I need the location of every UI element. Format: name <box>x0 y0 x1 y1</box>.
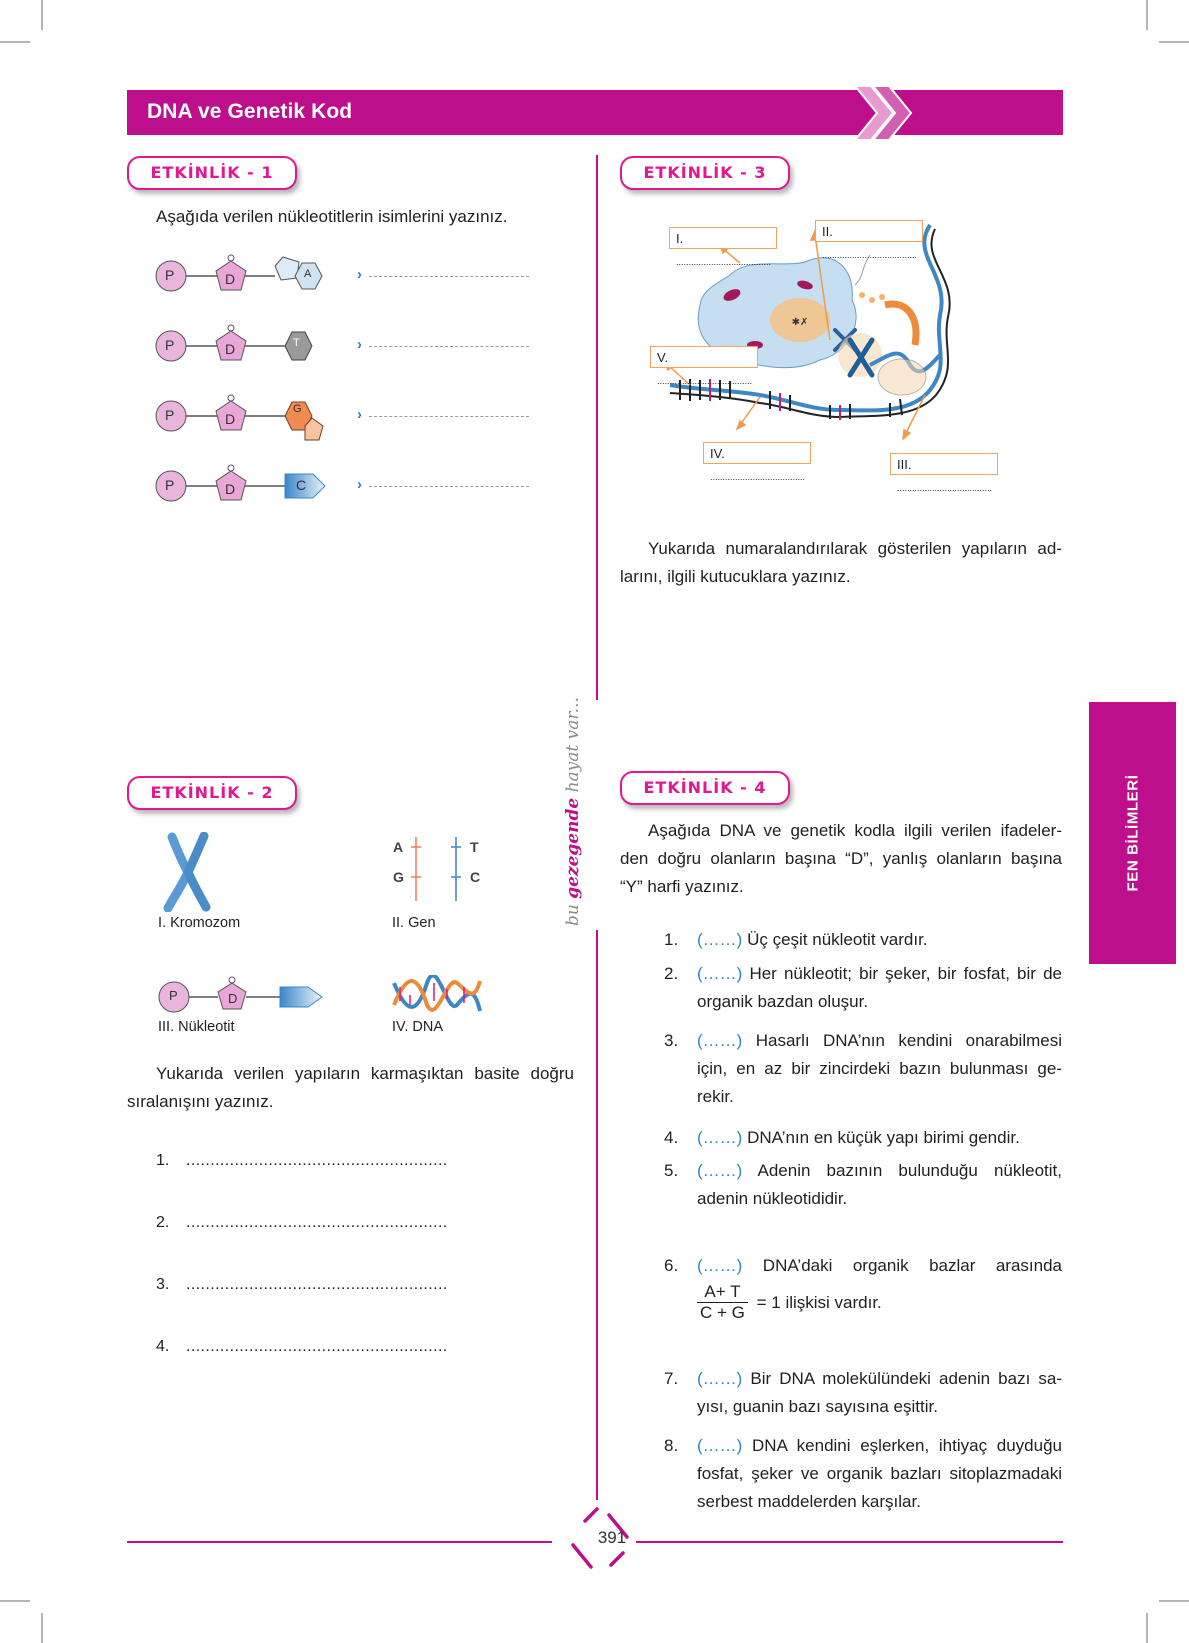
label-blank: ...................................... <box>657 376 753 386</box>
nucleotide-diagram <box>155 458 335 518</box>
statement-line <box>697 1365 1062 1393</box>
phosphate-label: P <box>165 267 175 283</box>
statement-number: 5. <box>664 1161 679 1180</box>
label-blank: ...................................... <box>710 472 806 482</box>
sugar-label: D <box>228 991 238 1006</box>
label-blank: ...................................... <box>676 257 772 267</box>
column-divider <box>596 155 598 700</box>
gene-base: A <box>393 839 404 855</box>
answer-blank[interactable]: (……) <box>697 964 743 983</box>
gene-base: C <box>470 869 481 885</box>
arrow-icon: › <box>357 336 362 353</box>
statement-text: Hasarlı DNA’nın kendini onarabilmesi <box>755 1031 1062 1050</box>
statement-line: organik bazdan oluşur. <box>697 992 869 1011</box>
statement-line <box>697 1157 1062 1185</box>
answer-blank[interactable]: ...................................................... <box>186 1152 448 1169</box>
base-label: G <box>293 403 302 415</box>
diagram-label-box-IV[interactable] <box>703 442 811 482</box>
answer-blank[interactable]: (……) <box>697 1369 743 1388</box>
crop-mark <box>41 1613 43 1643</box>
answer-number: 4. <box>156 1338 170 1355</box>
activity-4-instruction-line1: Aşağıda DNA ve genetik kodla ilgili verilen ifadeler- <box>648 821 1062 840</box>
answer-line[interactable] <box>369 276 529 277</box>
activity-1-instruction: Aşağıda verilen nükleotitlerin isimlerini yazınız. <box>156 207 508 226</box>
answer-blank[interactable]: (……) <box>697 1436 743 1455</box>
statement-number: 4. <box>664 1128 679 1147</box>
nucleotide-diagram <box>155 318 335 378</box>
statement-number: 8. <box>664 1436 679 1455</box>
item-label-gene: II. Gen <box>392 915 436 931</box>
statement-number: 7. <box>664 1369 679 1388</box>
statement-line: yısı, guanin bazı sayısına eşittir. <box>697 1397 938 1416</box>
arrow-icon: › <box>357 476 362 493</box>
statement-number: 6. <box>664 1256 679 1275</box>
activity-4-instruction-line2: den doğru olanların başına “D”, yanlış olanların başına <box>620 849 1062 868</box>
answer-number: 1. <box>156 1152 170 1169</box>
activity-4-badge: ETKİNLİK - 4 <box>620 771 790 805</box>
item-label-chromosome: I. Kromozom <box>158 915 241 931</box>
section-header <box>127 90 1063 135</box>
diagram-label-box-II[interactable] <box>815 220 923 260</box>
crop-mark <box>0 1600 30 1602</box>
sugar-label: D <box>225 411 236 427</box>
column-divider <box>596 930 598 1500</box>
statement-number: 2. <box>664 964 679 983</box>
crop-mark <box>1146 1613 1148 1643</box>
statement-line <box>697 960 1062 988</box>
activity-2-instruction-line2: sıralanışını yazınız. <box>127 1092 274 1111</box>
nucleotide-row <box>155 388 525 448</box>
statement-line: için, en az bir zincirdeki bazın bulunması ge- <box>697 1059 1062 1078</box>
diagram-label-box-III[interactable] <box>890 453 998 493</box>
arrow-icon: › <box>357 406 362 423</box>
statement-text: DNA’daki organik bazlar arasında <box>762 1256 1062 1275</box>
slogan <box>560 697 586 926</box>
activity-3-instruction-line1: Yukarıda numaralandırılarak gösterilen yapıların ad- <box>648 539 1062 558</box>
activity-1-badge: ETKİNLİK - 1 <box>127 156 297 190</box>
answer-blank[interactable]: ...................................................... <box>186 1214 448 1231</box>
label-numeral: II. <box>822 224 833 239</box>
crop-mark <box>1159 1600 1189 1602</box>
fraction-expression <box>697 1282 882 1323</box>
statement-line <box>697 1124 1062 1152</box>
statement-line: fosfat, şeker ve organik bazları sitoplazmadaki <box>697 1464 1062 1483</box>
label-blank: ...................................... <box>897 483 993 493</box>
statement-text: DNA’nın en küçük yapı birimi gendir. <box>747 1128 1020 1147</box>
answer-blank[interactable]: (……) <box>697 1128 743 1147</box>
phosphate-label: P <box>165 407 175 423</box>
crop-mark <box>1159 41 1189 43</box>
fraction <box>697 1282 748 1323</box>
label-numeral: V. <box>657 350 669 365</box>
nucleotide-row <box>155 458 525 518</box>
phosphate-label: P <box>165 477 175 493</box>
answer-blank[interactable]: (……) <box>697 1031 743 1050</box>
activity-3-instruction-line2: larını, ilgili kutucuklara yazınız. <box>620 567 851 586</box>
chromosome-illustration <box>160 832 215 912</box>
activity-4-instruction-line3: “Y” harfi yazınız. <box>620 877 744 896</box>
subject-side-tab <box>1089 702 1176 964</box>
activity-2-instruction-line1: Yukarıda verilen yapıların karmaşıktan basite doğru <box>156 1064 574 1083</box>
footer-rule-left <box>127 1541 552 1543</box>
answer-line[interactable] <box>369 416 529 417</box>
nucleotide-illustration <box>158 975 328 1015</box>
item-label-nucleotide: III. Nükleotit <box>158 1019 235 1035</box>
sugar-label: D <box>225 481 236 497</box>
phosphate-label: P <box>169 988 178 1003</box>
answer-blank[interactable]: (……) <box>697 1256 743 1275</box>
item-label-dna: IV. DNA <box>392 1019 444 1035</box>
gene-base: G <box>393 869 404 885</box>
phosphate-label: P <box>165 337 175 353</box>
statement-text: Bir DNA molekülündeki adenin bazı sa- <box>750 1369 1062 1388</box>
section-title: DNA ve Genetik Kod <box>147 100 353 123</box>
statement-text: DNA kendini eşlerken, ihtiyaç duyduğu <box>752 1436 1062 1455</box>
double-chevron-icon <box>851 84 913 142</box>
gene-base: T <box>470 839 479 855</box>
statement-line: rekir. <box>697 1087 734 1106</box>
activity-2-badge: ETKİNLİK - 2 <box>127 776 297 810</box>
base-label: A <box>304 268 312 280</box>
statement-line <box>697 1252 1062 1280</box>
answer-line[interactable] <box>369 346 529 347</box>
nucleotide-row <box>155 318 525 378</box>
highlight-region <box>878 359 926 395</box>
label-numeral: I. <box>676 231 684 246</box>
activity-3-badge: ETKİNLİK - 3 <box>620 156 790 190</box>
answer-blank[interactable]: (……) <box>697 1161 743 1180</box>
answer-blank[interactable]: ...................................................... <box>186 1338 448 1355</box>
sugar-label: D <box>225 341 236 357</box>
crop-mark <box>41 0 43 30</box>
statement-line: serbest maddelerden karşılar. <box>697 1492 921 1511</box>
statement-number: 1. <box>664 930 679 949</box>
slogan-prefix: bu <box>563 898 583 926</box>
statement-text: Her nükleotit; bir şeker, bir fosfat, bir de <box>749 964 1062 983</box>
answer-number: 2. <box>156 1214 170 1231</box>
answer-blank[interactable]: (……) <box>697 930 743 949</box>
dna-illustration <box>392 975 482 1013</box>
statement-line <box>697 926 1062 954</box>
crop-mark <box>0 41 30 43</box>
nucleotide-row <box>155 248 525 308</box>
statement-number: 3. <box>664 1031 679 1050</box>
footer-rule-right <box>636 1541 1063 1543</box>
base-label: T <box>293 337 300 349</box>
statement-text: Adenin bazının bulunduğu nükleotit, <box>757 1161 1062 1180</box>
sugar-label: D <box>225 271 236 287</box>
nucleotide-diagram <box>155 388 335 448</box>
fraction-tail: = 1 ilişkisi vardır. <box>756 1292 882 1312</box>
fraction-numerator: A+ T <box>697 1282 748 1303</box>
slogan-suffix: hayat var... <box>563 697 583 798</box>
diagram-label-box-I[interactable] <box>669 227 777 267</box>
statement-text: Üç çeşit nükleotit vardır. <box>747 930 928 949</box>
arrow-icon: › <box>357 266 362 283</box>
slogan-emphasis: gezegende <box>563 797 583 899</box>
statement-line <box>697 1432 1062 1460</box>
label-numeral: III. <box>897 457 912 472</box>
statement-line <box>697 1027 1062 1055</box>
fraction-denominator: C + G <box>700 1303 745 1322</box>
answer-number: 3. <box>156 1276 170 1293</box>
page-number: 391 <box>597 1528 627 1547</box>
label-blank: ...................................... <box>822 250 918 260</box>
svg-text:✱✗: ✱✗ <box>791 317 809 328</box>
answer-blank[interactable]: ...................................................... <box>186 1276 448 1293</box>
statement-line: adenin nükleotididir. <box>697 1189 848 1208</box>
diagram-label-box-V[interactable] <box>650 346 758 386</box>
answer-line[interactable] <box>369 486 529 487</box>
label-numeral: IV. <box>710 446 725 461</box>
subject-label: FEN BİLİMLERİ <box>1124 774 1141 892</box>
base-label: C <box>296 477 307 493</box>
crop-mark <box>1146 0 1148 30</box>
